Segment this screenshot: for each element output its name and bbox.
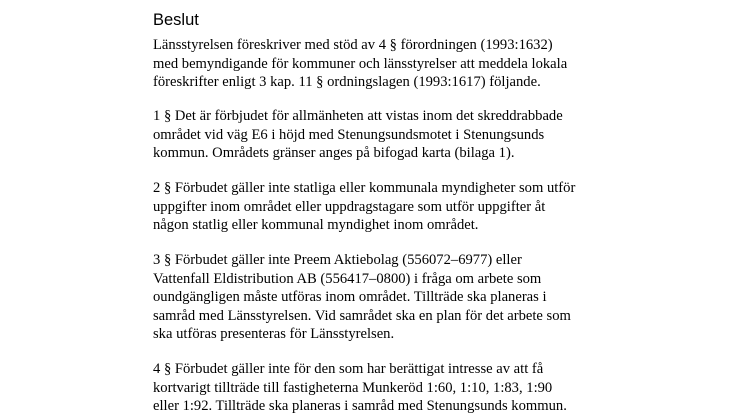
paragraph-line: någon statlig eller kommunal myndighet inom området. [153,217,479,234]
paragraph-line: samråd med Länsstyrelsen. Vid samrådet ska en plan för det arbete som [153,307,571,324]
paragraph-line: föreskrifter enligt 3 kap. 11 § ordningslagen (1993:1617) följande. [153,74,541,91]
paragraph-line: Länsstyrelsen föreskriver med stöd av 4 § förordningen (1993:1632) [153,37,553,53]
section-1-paragraph [153,107,563,163]
paragraph-line: ska utföras presenteras för Länsstyrelsen. [153,326,395,343]
paragraph-line: med bemyndigande för kommuner och länsstyrelser att meddela lokala [153,55,568,72]
paragraph-line: 2 § Förbudet gäller inte statliga eller kommunala myndigheter som utför [153,180,576,196]
paragraph-line: uppgifter inom området eller uppdragstagare som utför uppgifter åt [153,198,546,215]
paragraph-line: kortvarigt tillträde till fastigheterna Munkeröd 1:60, 1:10, 1:83, 1:90 [153,379,553,396]
section-4-paragraph [153,360,567,416]
section-3-paragraph [153,251,571,344]
paragraph-line: Vattenfall Eldistribution AB (556417–0800) i fråga om arbete som [153,270,542,287]
paragraph-line: oundgängligen måste utföras inom området. Tillträde ska planeras i [153,289,547,306]
paragraph-line: eller 1:92. Tillträde ska planeras i samråd med Stenungsunds kommun. [153,398,567,415]
paragraph-line: 1 § Det är förbjudet för allmänheten att vistas inom det skreddrabbade [153,108,563,124]
paragraph-line: området vid väg E6 i höjd med Stenungsundsmotet i Stenungsunds [153,126,545,143]
document-heading: Beslut [153,11,199,29]
paragraph-line: 4 § Förbudet gäller inte för den som har berättigat intresse av att få [153,361,544,377]
paragraph-line: kommun. Områdets gränser anges på bifogad karta (bilaga 1). [153,145,515,162]
section-2-paragraph [153,179,575,235]
paragraph-line: 3 § Förbudet gäller inte Preem Aktiebolag (556072–6977) eller [153,252,522,268]
intro-paragraph [153,36,567,92]
